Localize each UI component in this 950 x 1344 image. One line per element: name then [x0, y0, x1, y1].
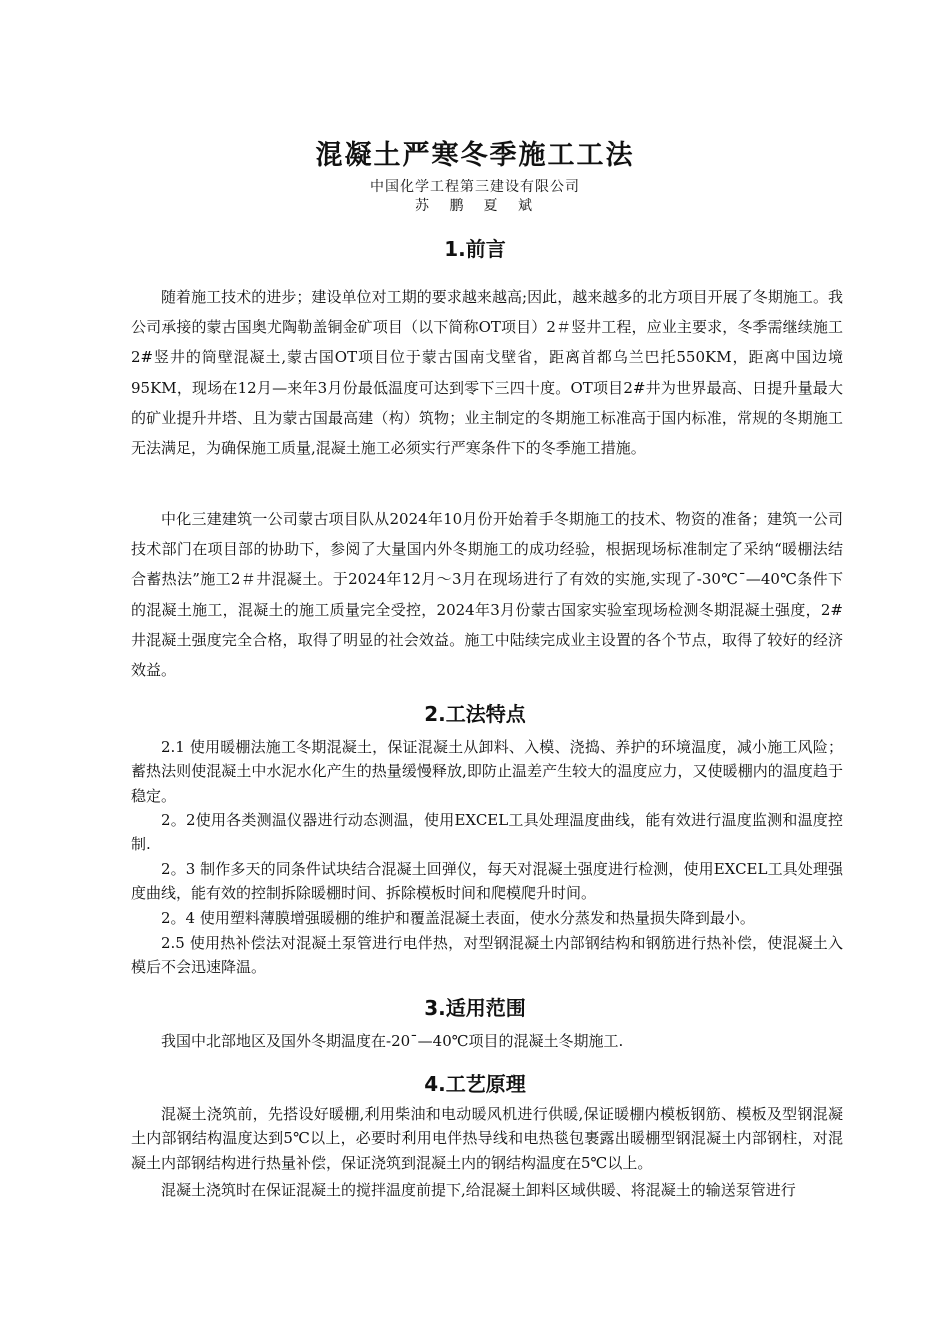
paragraph: 2.1 使用暖棚法施工冬期混凝土，保证混凝土从卸料、入模、浇捣、养护的环境温度，减小施工风险；蓄热法则使混凝土中水泥水化产生的热量缓慢释放,即防止温差产生较大的温度应力，又使暖棚内的温度趋于稳定。 — [131, 738, 843, 805]
authors: 苏 鹏 夏 斌 — [415, 198, 535, 214]
paragraph: 混凝土浇筑时在保证混凝土的搅拌温度前提下,给混凝土卸料区域供暖、将混凝土的输送泵管进行 — [161, 1181, 796, 1199]
paragraph: 混凝土浇筑前，先搭设好暖棚,利用柴油和电动暖风机进行供暖,保证暖棚内模板钢筋、模板及型钢混凝土内部钢结构温度达到5℃以上，必要时利用电伴热导线和电热毯包裹露出暖棚型钢混凝土内部钢柱，对混凝土内部钢结构进行热量补偿，保证浇筑到混凝土内的钢结构温度在5℃以上。 — [131, 1105, 843, 1172]
section-heading-principle: 4.工艺原理 — [424, 1072, 526, 1096]
paragraph: 中化三建建筑一公司蒙古项目队从2024年10月份开始着手冬期施工的技术、物资的准备；建筑一公司技术部门在项目部的协助下，参阅了大量国内外冬期施工的成功经验，根据现场标准制定了采纳“暖棚法结合蓄热法”施工2＃井混凝土。于2024年12月～3月在现场进行了有效的实施,实现了-30℃¯—40℃条件下的混凝土施工，混凝土的施工质量完全受控，2024年3月份蒙古国家实验室现场检测冬期混凝土强度，2#井混凝土强度完全合格，取得了明显的社会效益。施工中陆续完成业主设置的各个节点，取得了较好的经济效益。 — [131, 510, 843, 680]
paragraph: 我国中北部地区及国外冬期温度在-20¯—40℃项目的混凝土冬期施工. — [161, 1032, 624, 1050]
paragraph: 2。4 使用塑料薄膜增强暖棚的维护和覆盖混凝土表面，使水分蒸发和热量损失降到最小。 — [161, 909, 755, 927]
paragraph: 2。3 制作多天的同条件试块结合混凝土回弹仪，每天对混凝土强度进行检测，使用EXCEL工具处理强度曲线，能有效的控制拆除暖棚时间、拆除模板时间和爬模爬升时间。 — [131, 860, 843, 903]
paragraph: 2。2使用各类测温仪器进行动态测温，使用EXCEL工具处理温度曲线，能有效进行温度监测和温度控制. — [131, 811, 843, 854]
section-heading-features: 2.工法特点 — [424, 702, 526, 726]
section-heading-scope: 3.适用范围 — [424, 996, 526, 1020]
section-heading-preface: 1.前言 — [444, 237, 506, 261]
organization-name: 中国化学工程第三建设有限公司 — [370, 179, 580, 195]
document-title: 混凝土严寒冬季施工工法 — [315, 140, 635, 171]
paragraph: 随着施工技术的进步；建设单位对工期的要求越来越高;因此，越来越多的北方项目开展了冬期施工。我公司承接的蒙古国奥尤陶勒盖铜金矿项目（以下简称OT项目）2＃竖井工程，应业主要求，冬季需继续施工2#竖井的筒壁混凝土,蒙古国OT项目位于蒙古国南戈壁省，距离首都乌兰巴托550KM，距离中国边境95KM，现场在12月—来年3月份最低温度可达到零下三四十度。OT项目2#井为世界最高、日提升量最大的矿业提升井塔、且为蒙古国最高建（构）筑物；业主制定的冬期施工标准高于国内标准，常规的冬期施工无法满足，为确保施工质量,混凝土施工必须实行严寒条件下的冬季施工措施。 — [131, 288, 843, 458]
paragraph: 2.5 使用热补偿法对混凝土泵管进行电伴热，对型钢混凝土内部钢结构和钢筋进行热补偿，使混凝土入模后不会迅速降温。 — [131, 934, 843, 977]
